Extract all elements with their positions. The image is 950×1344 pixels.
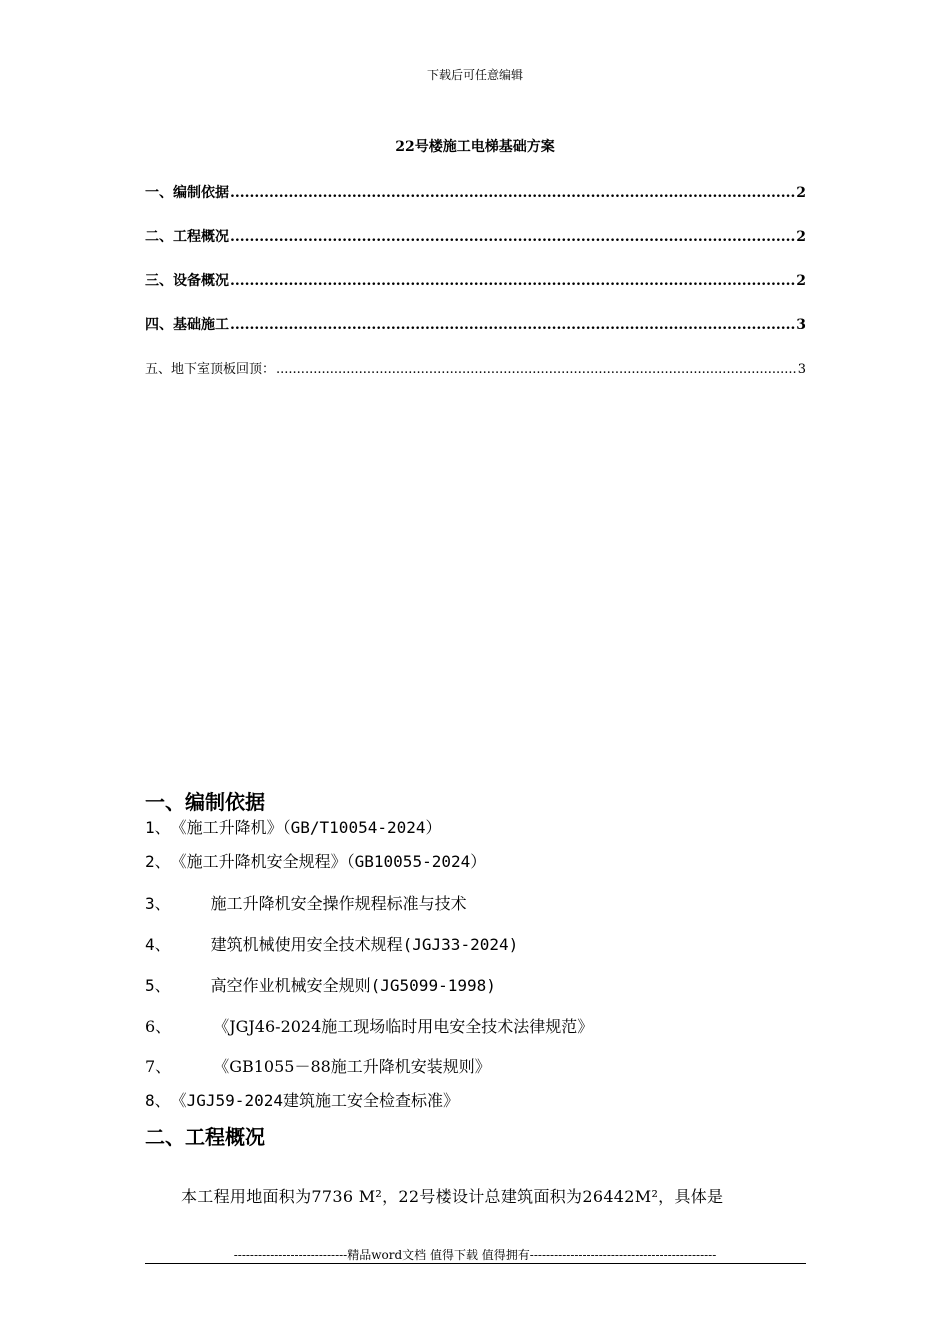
toc-entry-title: 三、设备概况 (145, 273, 229, 289)
section-heading-overview: 二、工程概况 (145, 1125, 265, 1149)
table-of-contents (145, 182, 806, 402)
toc-leader-dots (276, 362, 797, 377)
basis-item-text: 《施工升降机》（GB/T10054-2024） (170, 818, 442, 837)
overview-paragraph: 本工程用地面积为7736 M²，22号楼设计总建筑面积为26442M²，具体是 (181, 1187, 724, 1206)
toc-page-number: 2 (796, 273, 806, 289)
basis-item-number: 1、 (145, 818, 171, 837)
toc-page-number: 3 (796, 317, 806, 333)
basis-item-number: 2、 (145, 852, 171, 871)
basis-item-text: 高空作业机械安全规则(JG5099-1998) (210, 976, 496, 995)
footer-text: ----------------------------精品word文档 值得下载 值得拥有---------------------------------------------- (233, 1248, 717, 1262)
basis-item (145, 815, 442, 838)
basis-item (145, 1014, 593, 1037)
toc-entry[interactable] (145, 314, 806, 358)
toc-page-number: 2 (796, 229, 806, 245)
footer-divider (145, 1263, 806, 1264)
basis-item-text: 《JGJ59-2024建筑施工安全检查标准》 (170, 1091, 459, 1110)
basis-item-number: 4、 (145, 935, 171, 954)
toc-page-number: 3 (797, 362, 806, 377)
section-heading-basis: 一、编制依据 (145, 790, 265, 814)
toc-leader-dots (230, 185, 795, 201)
toc-leader-dots (230, 273, 795, 289)
basis-item-number: 3、 (145, 894, 171, 913)
toc-entry-title: 一、编制依据 (145, 185, 229, 201)
basis-item (145, 891, 467, 914)
toc-entry[interactable] (145, 358, 806, 402)
basis-item-text: 《施工升降机安全规程》（GB10055-2024） (170, 852, 487, 871)
basis-item-number: 7、 (145, 1057, 172, 1076)
basis-item-text: 施工升降机安全操作规程标准与技术 (210, 894, 467, 913)
basis-item-text: 《GB1055－88施工升降机安装规则》 (213, 1057, 491, 1076)
basis-item (145, 932, 518, 955)
basis-item (145, 849, 486, 872)
basis-item-number: 5、 (145, 976, 171, 995)
basis-item-number: 8、 (145, 1091, 171, 1110)
toc-leader-dots (230, 317, 795, 333)
toc-leader-dots (230, 229, 795, 245)
toc-entry[interactable] (145, 182, 806, 226)
basis-item-text: 建筑机械使用安全技术规程(JGJ33-2024) (210, 935, 519, 954)
basis-item (145, 973, 496, 996)
basis-item (145, 1054, 491, 1077)
basis-item (145, 1088, 459, 1111)
toc-entry[interactable] (145, 270, 806, 314)
header-note: 下载后可任意编辑 (426, 68, 523, 82)
toc-entry[interactable] (145, 226, 806, 270)
toc-entry-title: 五、地下室顶板回顶： (145, 362, 276, 377)
toc-entry-title: 二、工程概况 (145, 229, 229, 245)
toc-page-number: 2 (796, 185, 806, 201)
basis-item-number: 6、 (145, 1017, 172, 1036)
document-title: 22号楼施工电梯基础方案 (395, 139, 555, 155)
basis-item-text: 《JGJ46-2024施工现场临时用电安全技术法律规范》 (213, 1017, 594, 1036)
toc-entry-title: 四、基础施工 (145, 317, 229, 333)
